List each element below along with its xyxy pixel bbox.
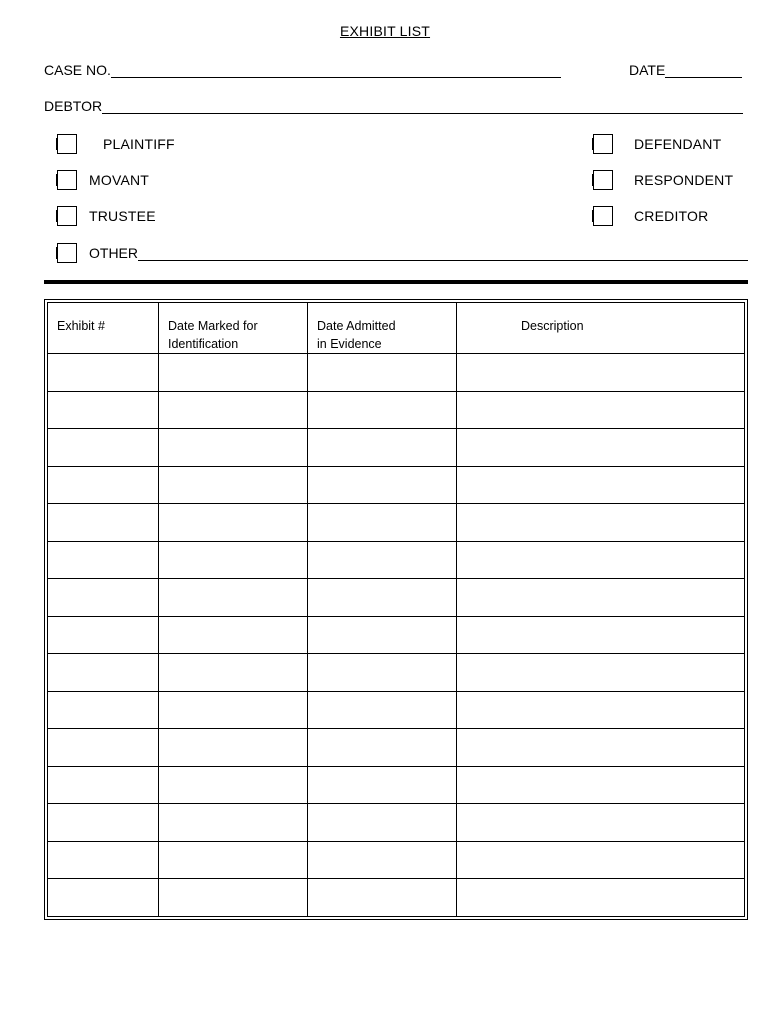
description-cell[interactable]: [457, 691, 745, 729]
trustee-label: TRUSTEE: [89, 208, 156, 224]
date-admitted-cell[interactable]: [308, 766, 457, 804]
date-marked-cell[interactable]: [159, 691, 308, 729]
exhibit-number-cell[interactable]: [48, 616, 159, 654]
checkbox-row-plaintiff[interactable]: [57, 134, 175, 154]
description-cell[interactable]: [457, 654, 745, 692]
exhibit-number-cell[interactable]: [48, 841, 159, 879]
date-marked-cell[interactable]: [159, 354, 308, 392]
table-row: [48, 841, 745, 879]
plaintiff-checkbox[interactable]: [57, 134, 77, 154]
description-cell[interactable]: [457, 391, 745, 429]
table-row: [48, 429, 745, 467]
exhibit-number-cell[interactable]: [48, 691, 159, 729]
exhibit-number-cell[interactable]: [48, 391, 159, 429]
plaintiff-label: PLAINTIFF: [103, 136, 175, 152]
header-exhibit-number: [48, 303, 159, 354]
date-marked-cell[interactable]: [159, 504, 308, 542]
description-cell[interactable]: [457, 841, 745, 879]
table-row: [48, 729, 745, 767]
table-row: [48, 691, 745, 729]
exhibit-number-cell[interactable]: [48, 466, 159, 504]
exhibit-number-cell[interactable]: [48, 879, 159, 917]
description-cell[interactable]: [457, 616, 745, 654]
date-admitted-cell[interactable]: [308, 879, 457, 917]
case-no-field[interactable]: [111, 62, 561, 78]
table-row: [48, 504, 745, 542]
header-date-admitted-line2: in Evidence: [317, 337, 382, 351]
movant-label: MOVANT: [89, 172, 150, 188]
debtor-label: DEBTOR: [44, 98, 103, 114]
description-cell[interactable]: [457, 429, 745, 467]
checkbox-row-movant[interactable]: [57, 170, 149, 190]
date-marked-cell[interactable]: [159, 766, 308, 804]
date-admitted-cell[interactable]: [308, 691, 457, 729]
exhibit-number-cell[interactable]: [48, 429, 159, 467]
date-marked-cell[interactable]: [159, 841, 308, 879]
header-date-admitted-line1: Date Admitted: [317, 319, 396, 333]
header-date-marked: [159, 303, 308, 354]
date-admitted-cell[interactable]: [308, 616, 457, 654]
header-exhibit-number-text: Exhibit #: [57, 319, 105, 333]
table-row: [48, 654, 745, 692]
date-marked-cell[interactable]: [159, 654, 308, 692]
date-field[interactable]: [665, 62, 742, 78]
exhibit-table: [47, 302, 745, 917]
case-no-row: [44, 62, 561, 78]
description-cell[interactable]: [457, 354, 745, 392]
date-marked-cell[interactable]: [159, 466, 308, 504]
checkbox-row-respondent[interactable]: [593, 170, 733, 190]
description-cell[interactable]: [457, 504, 745, 542]
header-description: [457, 303, 745, 354]
date-label: DATE: [629, 62, 666, 78]
creditor-checkbox[interactable]: [593, 206, 613, 226]
table-row: [48, 466, 745, 504]
table-row: [48, 616, 745, 654]
exhibit-number-cell[interactable]: [48, 766, 159, 804]
date-marked-cell[interactable]: [159, 541, 308, 579]
defendant-label: DEFENDANT: [634, 136, 722, 152]
table-row: [48, 541, 745, 579]
debtor-row: [44, 98, 743, 114]
respondent-checkbox[interactable]: [593, 170, 613, 190]
creditor-label: CREDITOR: [634, 208, 709, 224]
title-text: EXHIBIT LIST: [339, 23, 431, 39]
trustee-checkbox[interactable]: [57, 206, 77, 226]
table-row: [48, 879, 745, 917]
checkbox-row-creditor[interactable]: [593, 206, 708, 226]
date-admitted-cell[interactable]: [308, 504, 457, 542]
form-title: [0, 23, 770, 39]
date-admitted-cell[interactable]: [308, 579, 457, 617]
movant-checkbox[interactable]: [57, 170, 77, 190]
date-marked-cell[interactable]: [159, 429, 308, 467]
exhibit-number-cell[interactable]: [48, 541, 159, 579]
date-admitted-cell[interactable]: [308, 466, 457, 504]
table-row: [48, 804, 745, 842]
date-admitted-cell[interactable]: [308, 804, 457, 842]
description-cell[interactable]: [457, 579, 745, 617]
debtor-field[interactable]: [102, 98, 743, 114]
exhibit-number-cell[interactable]: [48, 579, 159, 617]
header-date-admitted: [308, 303, 457, 354]
checkbox-row-trustee[interactable]: [57, 206, 156, 226]
exhibit-number-cell[interactable]: [48, 354, 159, 392]
table-row: [48, 391, 745, 429]
respondent-label: RESPONDENT: [634, 172, 734, 188]
date-admitted-cell[interactable]: [308, 729, 457, 767]
date-admitted-cell[interactable]: [308, 429, 457, 467]
date-admitted-cell[interactable]: [308, 541, 457, 579]
date-admitted-cell[interactable]: [308, 354, 457, 392]
header-date-marked-line2: Identification: [168, 337, 239, 351]
description-cell[interactable]: [457, 541, 745, 579]
other-checkbox[interactable]: [57, 243, 77, 263]
header-date-marked-line1: Date Marked for: [168, 319, 258, 333]
description-cell[interactable]: [457, 729, 745, 767]
other-field[interactable]: [138, 245, 748, 261]
exhibit-number-cell[interactable]: [48, 504, 159, 542]
other-label: OTHER: [89, 245, 138, 261]
date-admitted-cell[interactable]: [308, 841, 457, 879]
date-row: [629, 62, 742, 78]
table-row: [48, 354, 745, 392]
date-marked-cell[interactable]: [159, 579, 308, 617]
date-marked-cell[interactable]: [159, 616, 308, 654]
exhibit-number-cell[interactable]: [48, 804, 159, 842]
table-body: [48, 354, 745, 917]
description-cell[interactable]: [457, 766, 745, 804]
checkbox-row-defendant[interactable]: [593, 134, 721, 154]
table-row: [48, 579, 745, 617]
table-header-row: [48, 303, 745, 354]
date-admitted-cell[interactable]: [308, 391, 457, 429]
description-cell[interactable]: [457, 466, 745, 504]
section-divider: [44, 280, 748, 284]
exhibit-number-cell[interactable]: [48, 729, 159, 767]
checkbox-row-other[interactable]: [57, 243, 748, 263]
description-cell[interactable]: [457, 804, 745, 842]
date-marked-cell[interactable]: [159, 804, 308, 842]
date-marked-cell[interactable]: [159, 729, 308, 767]
date-admitted-cell[interactable]: [308, 654, 457, 692]
case-no-label: CASE NO.: [44, 62, 111, 78]
date-marked-cell[interactable]: [159, 391, 308, 429]
header-description-text: Description: [521, 319, 584, 333]
description-cell[interactable]: [457, 879, 745, 917]
table-row: [48, 766, 745, 804]
defendant-checkbox[interactable]: [593, 134, 613, 154]
exhibit-number-cell[interactable]: [48, 654, 159, 692]
date-marked-cell[interactable]: [159, 879, 308, 917]
exhibit-table-frame: [44, 299, 748, 920]
